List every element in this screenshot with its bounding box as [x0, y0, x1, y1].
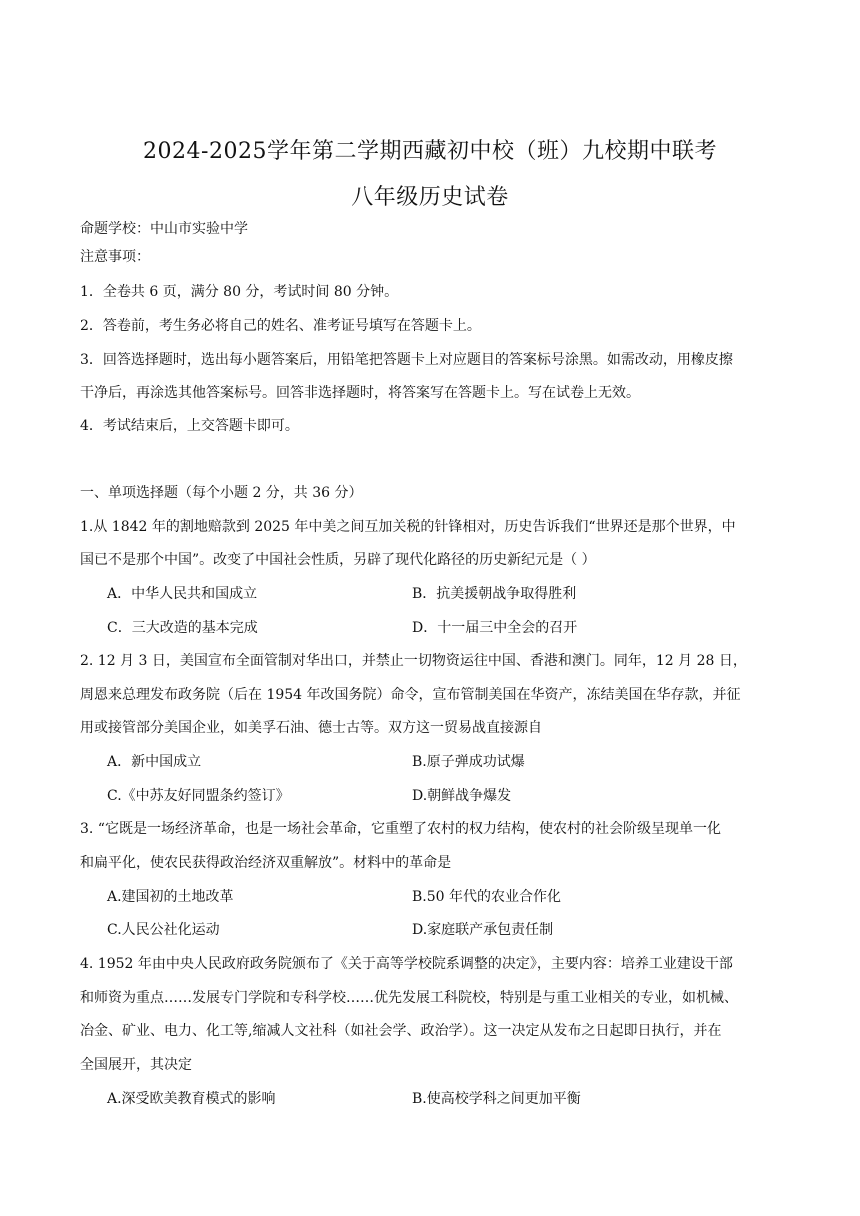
question-2-option-c: C.《中苏友好同盟条约签订》 — [107, 788, 290, 804]
question-4-line: 和师资为重点……发展专门学院和专科学校……优先发展工科院校，特别是与重工业相关的专业，如机械、 — [80, 990, 738, 1006]
question-2-option-b: B.原子弹成功试爆 — [412, 754, 525, 770]
exam-subtitle: 八年级历史试卷 — [351, 185, 509, 210]
question-4-line: 冶金、矿业、电力、化工等,缩减人文社科（如社会学、政治学）。这一决定从发布之日起即日执行，并在 — [80, 1023, 722, 1039]
question-4-option-b: B.使高校学科之间更加平衡 — [412, 1091, 581, 1107]
school-line: 命题学校：中山市实验中学 — [80, 221, 248, 237]
question-1-line: 国已不是那个中国”。改变了中国社会性质，另辟了现代化路径的历史新纪元是（ ） — [80, 552, 596, 568]
note-line: 1．全卷共 6 页，满分 80 分，考试时间 80 分钟。 — [80, 284, 399, 300]
question-3-option-c: C.人民公社化运动 — [107, 922, 220, 938]
question-3-line: 3. “它既是一场经济革命，也是一场社会革命，它重塑了农村的权力结构，使农村的社会阶级呈现单一化 — [80, 821, 721, 837]
question-4-line: 4. 1952 年由中央人民政府政务院颁布了《关于高等学校院系调整的决定》，主要内容：培养工业建设干部 — [80, 956, 733, 972]
note-line: 2．答卷前，考生务必将自己的姓名、准考证号填写在答题卡上。 — [80, 318, 481, 334]
question-2-line: 周恩来总理发布政务院（后在 1954 年改国务院）命令，宣布管制美国在华资产，冻结美国在华存款，并征 — [80, 687, 741, 703]
question-1-option-a: A．中华人民共和国成立 — [107, 586, 258, 602]
question-3-option-a: A.建国初的土地改革 — [107, 889, 234, 905]
question-4-line: 全国展开，其决定 — [80, 1057, 192, 1073]
question-2-option-d: D.朝鲜战争爆发 — [412, 788, 512, 804]
question-4-option-a: A.深受欧美教育模式的影响 — [107, 1091, 276, 1107]
question-3-line: 和扁平化，使农民获得政治经济双重解放”。材料中的革命是 — [80, 855, 452, 871]
question-2-option-a: A．新中国成立 — [107, 754, 202, 770]
question-1-line: 1.从 1842 年的割地赔款到 2025 年中美之间互加关税的针锋相对，历史告诉我们“世界还是那个世界，中 — [80, 519, 736, 535]
question-3-option-d: D.家庭联产承包责任制 — [412, 922, 554, 938]
note-line: 3．回答选择题时，选出每小题答案后，用铅笔把答题卡上对应题目的答案标号涂黑。如需改动，用橡皮擦 — [80, 352, 733, 368]
question-2-line: 2. 12 月 3 日，美国宣布全面管制对华出口，并禁止一切物资运往中国、香港和澳门。同年，12 月 28 日， — [80, 653, 747, 669]
question-3-option-b: B.50 年代的农业合作化 — [412, 889, 562, 905]
question-1-option-c: C．三大改造的基本完成 — [107, 620, 258, 636]
section-heading: 一、单项选择题（每个小题 2 分，共 36 分） — [80, 485, 363, 501]
exam-title: 2024-2025学年第二学期西藏初中校（班）九校期中联考 — [143, 139, 717, 164]
question-2-line: 用或接管部分美国企业，如美孚石油、德士古等。双方这一贸易战直接源自 — [80, 720, 542, 736]
question-1-option-d: D．十一届三中全会的召开 — [412, 620, 578, 636]
question-1-option-b: B．抗美援朝战争取得胜利 — [412, 586, 577, 602]
note-line: 4．考试结束后，上交答题卡即可。 — [80, 418, 299, 434]
note-line: 干净后，再涂选其他答案标号。回答非选择题时，将答案写在答题卡上。写在试卷上无效。 — [80, 385, 640, 401]
notes-heading: 注意事项： — [80, 249, 150, 265]
